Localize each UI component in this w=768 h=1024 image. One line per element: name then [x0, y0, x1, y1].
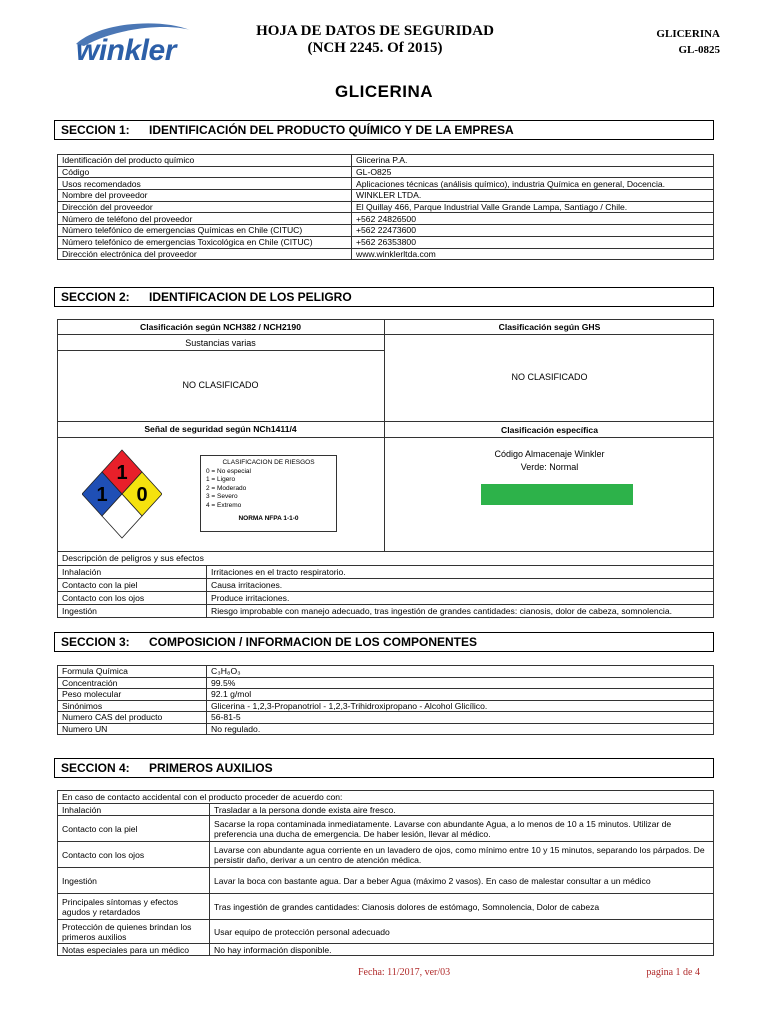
document-title-line1: HOJA DE DATOS DE SEGURIDAD: [256, 23, 494, 39]
table-key-cell: Notas especiales para un médico: [58, 944, 210, 956]
table-row: [58, 689, 714, 701]
product-header-name: GLICERINA: [656, 28, 720, 40]
table-key-cell: Código: [58, 166, 352, 178]
first-aid-table: [57, 790, 714, 956]
table-row: [58, 816, 714, 842]
table-row: [58, 166, 714, 178]
table-value-cell: Lavar la boca con bastante agua. Dar a beber Agua (máximo 2 vasos). En caso de malestar consultar a un médico: [210, 868, 714, 894]
table-row: [58, 712, 714, 724]
table-key-cell: Formula Química: [58, 666, 207, 678]
nfpa-diamond-icon: [82, 448, 162, 540]
table-row: [58, 565, 714, 578]
table-value-cell: Glicerina P.A.: [352, 155, 714, 167]
table-key-cell: Inhalación: [58, 804, 210, 816]
table-value-cell: GL-O825: [352, 166, 714, 178]
footer-page-number: pagina 1 de 4: [646, 967, 700, 978]
table-value-cell: WINKLER LTDA.: [352, 190, 714, 202]
table-key-cell: Sinónimos: [58, 700, 207, 712]
table-row: [58, 842, 714, 868]
winkler-logo: winkler: [76, 34, 176, 67]
table-key-cell: Peso molecular: [58, 689, 207, 701]
hazard-description-title: Descripción de peligros y sus efectos: [58, 552, 714, 565]
table-row: [58, 894, 714, 920]
storage-color-bar: [481, 484, 633, 505]
nfpa-reactivity-value: 0: [136, 484, 148, 506]
table-key-cell: Inhalación: [58, 565, 207, 578]
table-row: [58, 578, 714, 591]
table-row: [58, 213, 714, 225]
nfpa-health-value: 1: [96, 484, 108, 506]
document-title-line2: (NCH 2245. Of 2015): [307, 40, 443, 56]
table-key-cell: Número telefónico de emergencias Toxicológica en Chile (CITUC): [58, 236, 352, 248]
table-value-cell: Causa irritaciones.: [207, 578, 714, 591]
table-key-cell: Número telefónico de emergencias Químicas en Chile (CITUC): [58, 225, 352, 237]
table-row: [58, 236, 714, 248]
table-key-cell: Numero UN: [58, 723, 207, 735]
table-row: [58, 944, 714, 956]
table-row: [58, 868, 714, 894]
table-value-cell: El Quillay 466, Parque Industrial Valle Grande Lampa, Santiago / Chile.: [352, 201, 714, 213]
storage-color-label: Verde: Normal: [520, 462, 579, 472]
risk-legend: [200, 455, 337, 532]
section-1-title: IDENTIFICACIÓN DEL PRODUCTO QUÍMICO Y DE LA EMPRESA: [149, 123, 514, 137]
table-row: [58, 178, 714, 190]
footer-date: Fecha: 11/2017, ver/03: [358, 967, 451, 978]
risk-legend-norm: NORMA NFPA 1-1-0: [238, 515, 299, 522]
nch-classification-sub: Sustancias varias: [185, 338, 256, 348]
table-key-cell: Contacto con la piel: [58, 816, 210, 842]
table-row: [58, 155, 714, 167]
hazard-divider: [384, 319, 385, 552]
table-value-cell: +562 22473600: [352, 225, 714, 237]
table-value-cell: 99.5%: [207, 677, 714, 689]
section-4-header: [54, 758, 714, 778]
table-key-cell: Numero CAS del producto: [58, 712, 207, 724]
section-3-number: SECCION 3:: [61, 635, 130, 649]
table-row: [58, 248, 714, 260]
table-key-cell: Nombre del proveedor: [58, 190, 352, 202]
table-row: [58, 804, 714, 816]
table-value-cell: Irritaciones en el tracto respiratorio.: [207, 565, 714, 578]
section-1-header: [54, 120, 714, 140]
table-row: [58, 666, 714, 678]
table-value-cell: Riesgo improbable con manejo adecuado, tras ingestión de grandes cantidades: cianosis, dolor de cabeza, somnolencia.: [207, 604, 714, 617]
table-key-cell: Número de teléfono del proveedor: [58, 213, 352, 225]
table-value-cell: No regulado.: [207, 723, 714, 735]
risk-legend-item: 0 = No especial: [206, 467, 251, 475]
table-key-cell: Contacto con los ojos: [58, 842, 210, 868]
section-2-number: SECCION 2:: [61, 290, 130, 304]
risk-legend-items: [206, 468, 331, 511]
safety-signal-caption: Señal de seguridad según NCh1411/4: [144, 424, 297, 434]
table-value-cell: Trasladar a la persona donde exista aire fresco.: [210, 804, 714, 816]
section-3-title: COMPOSICION / INFORMACION DE LOS COMPONENTES: [149, 635, 478, 649]
table-value-cell: Produce irritaciones.: [207, 591, 714, 604]
table-row: [58, 604, 714, 617]
table-key-cell: Concentración: [58, 677, 207, 689]
risk-legend-title: CLASIFICACION DE RIESGOS: [222, 459, 315, 466]
table-value-cell: Tras ingestión de grandes cantidades: Cianosis dolores de estómago, Somnolencia, Dolor de cabeza: [210, 894, 714, 920]
composition-table: [57, 665, 714, 735]
storage-code-label: Código Almacenaje Winkler: [494, 449, 605, 459]
section-1-number: SECCION 1:: [61, 123, 130, 137]
specific-classification-caption: Clasificación específica: [501, 425, 598, 435]
table-value-cell: Aplicaciones técnicas (análisis químico), industria Química en general, Docencia.: [352, 178, 714, 190]
risk-legend-item: 1 = Ligero: [206, 476, 236, 483]
nch-classification-caption: Clasificación según NCH382 / NCH2190: [140, 322, 301, 332]
section-2-title: IDENTIFICACION DE LOS PELIGRO: [149, 290, 352, 304]
section-3-header: [54, 632, 714, 652]
table-row: [58, 591, 714, 604]
table-key-cell: Ingestión: [58, 604, 207, 617]
hazard-effects-table: [57, 552, 714, 618]
table-value-cell: Lavarse con abundante agua corriente en un lavadero de ojos, como mínimo entre 10 y 15 minutos, separando los párpados. De persistir daño, derivar a un centro de atención médica.: [210, 842, 714, 868]
table-row: [58, 700, 714, 712]
table-value-cell: Glicerina - 1,2,3-Propanotriol - 1,2,3-Trihidroxipropano - Alcohol Glicílico.: [207, 700, 714, 712]
table-value-cell: 92.1 g/mol: [207, 689, 714, 701]
table-value-cell: C₃H₈O₃: [207, 666, 714, 678]
risk-legend-item: 3 = Severo: [206, 493, 238, 500]
divider: [57, 334, 714, 335]
section-4-title: PRIMEROS AUXILIOS: [149, 761, 273, 775]
product-header: [600, 26, 720, 58]
table-row: [58, 723, 714, 735]
table-value-cell: 56-81-5: [207, 712, 714, 724]
section-4-number: SECCION 4:: [61, 761, 130, 775]
table-value-cell: Usar equipo de protección personal adecuado: [210, 920, 714, 944]
product-header-code: GL-0825: [678, 44, 720, 56]
table-value-cell: Sacarse la ropa contaminada inmediatamente. Lavarse con abundante Agua, a lo menos de 10 a 15 minutos. Utilizar de preferencia una ducha de emergencia. De haber lesión, llevar al médico.: [210, 816, 714, 842]
section-2-header: [54, 287, 714, 307]
table-key-cell: Protección de quienes brindan los primeros auxilios: [58, 920, 210, 944]
table-row: [58, 677, 714, 689]
table-value-cell: www.winklerltda.com: [352, 248, 714, 260]
page-title: GLICERINA: [335, 82, 433, 101]
divider: [57, 421, 714, 422]
divider: [57, 437, 714, 438]
table-row: [58, 552, 714, 565]
table-row: [58, 791, 714, 804]
risk-legend-item: 2 = Moderado: [206, 484, 247, 492]
identification-table: [57, 154, 714, 260]
table-key-cell: Usos recomendados: [58, 178, 352, 190]
table-value-cell: +562 24826500: [352, 213, 714, 225]
table-key-cell: Dirección del proveedor: [58, 201, 352, 213]
table-key-cell: Ingestión: [58, 868, 210, 894]
ghs-classification-value: NO CLASIFICADO: [511, 372, 588, 382]
table-key-cell: Principales síntomas y efectos agudos y retardados: [58, 894, 210, 920]
ghs-classification-caption: Clasificación según GHS: [498, 322, 601, 332]
table-key-cell: Dirección electrónica del proveedor: [58, 248, 352, 260]
nfpa-fire-value: 1: [116, 462, 128, 484]
first-aid-intro: En caso de contacto accidental con el producto proceder de acuerdo con:: [58, 791, 714, 804]
divider: [57, 350, 384, 351]
table-key-cell: Contacto con la piel: [58, 578, 207, 591]
table-row: [58, 225, 714, 237]
table-value-cell: +562 26353800: [352, 236, 714, 248]
nch-classification-value: NO CLASIFICADO: [182, 380, 259, 390]
table-value-cell: No hay información disponible.: [210, 944, 714, 956]
table-key-cell: Contacto con los ojos: [58, 591, 207, 604]
risk-legend-item: 4 = Extremo: [206, 501, 242, 509]
table-key-cell: Identificación del producto químico: [58, 155, 352, 167]
document-title: [240, 23, 510, 57]
table-row: [58, 190, 714, 202]
table-row: [58, 201, 714, 213]
table-row: [58, 920, 714, 944]
